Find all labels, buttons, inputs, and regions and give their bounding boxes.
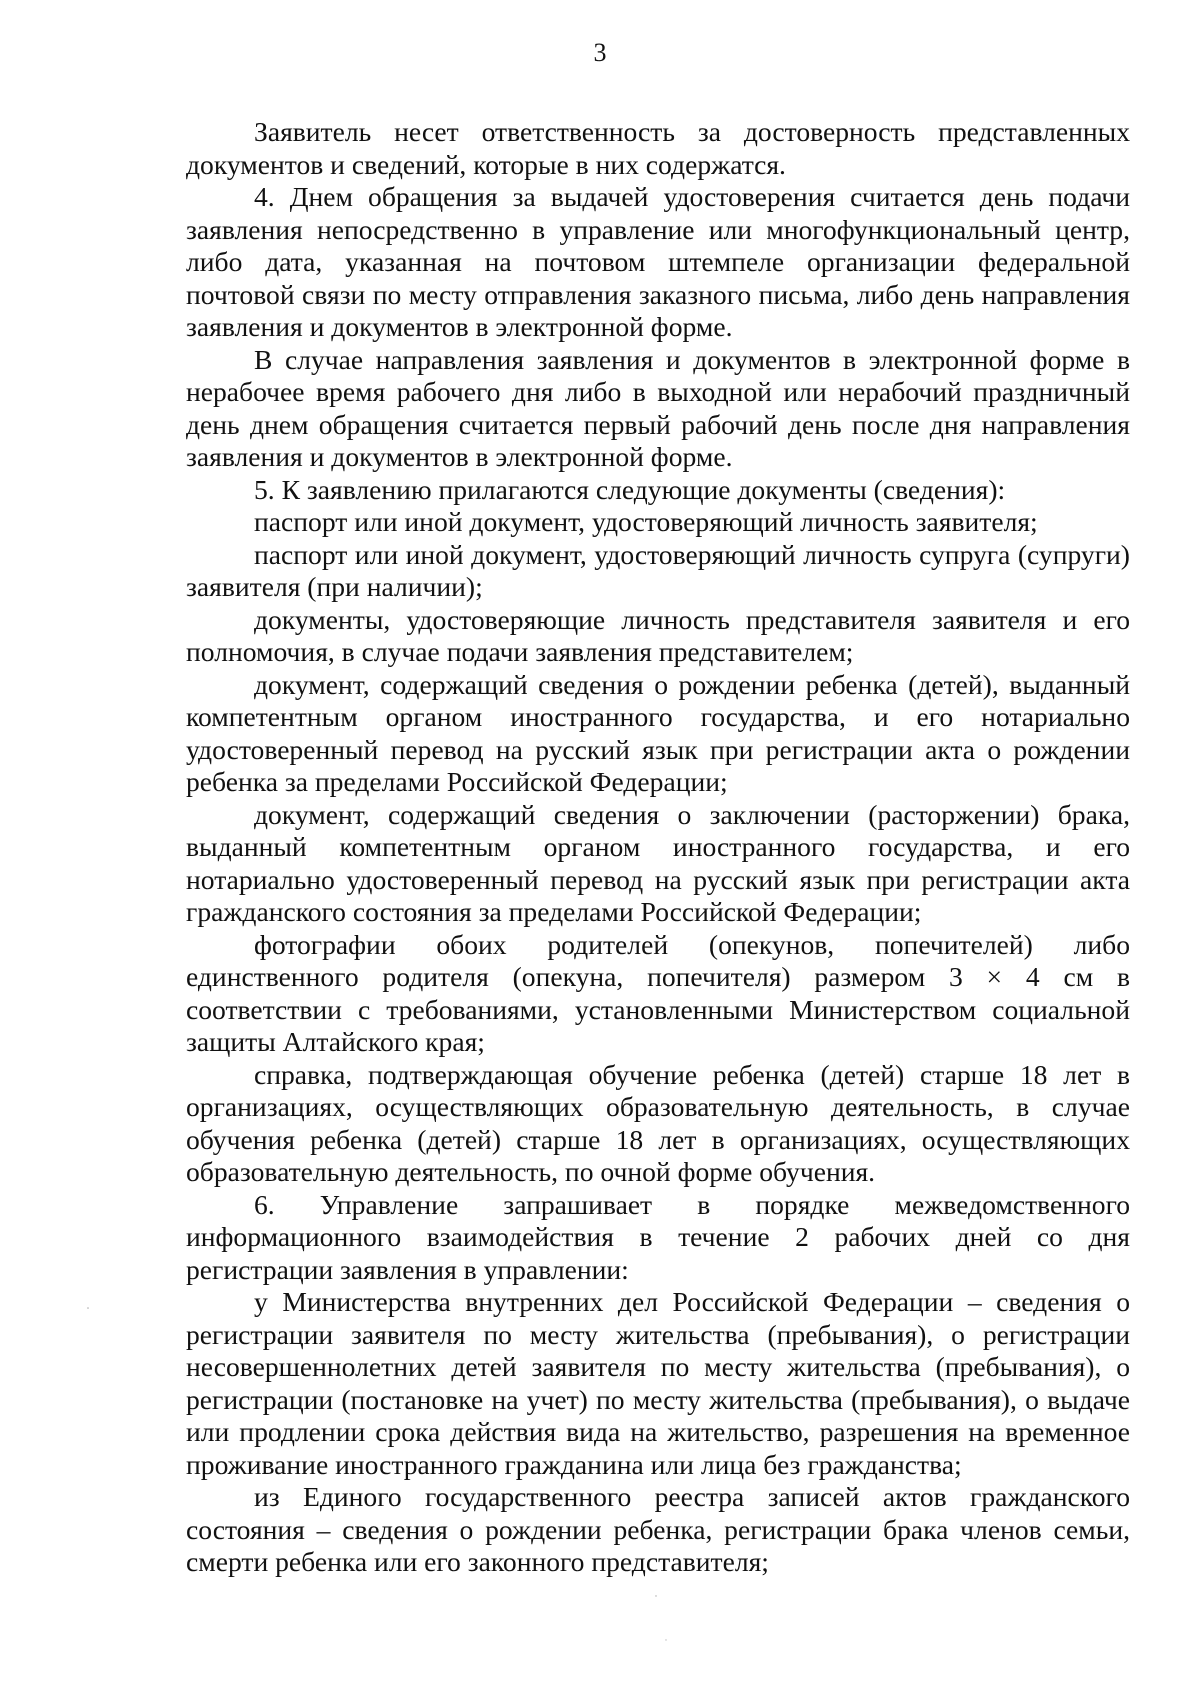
paragraph: документ, содержащий сведения о рождении ребенка (детей), выданный компетентным органом иностранного государства, и его нотариально удостоверенный перевод на русский язык при регистрации акта о рождении ребенка за пределами Российской Федерации; bbox=[186, 668, 1130, 797]
paragraph: В случае направления заявления и документов в электронной форме в нерабочее время рабочего дня либо в выходной или нерабочий праздничный день днем обращения считается первый рабочий день после дня направления заявления и документов в электронной форме. bbox=[186, 343, 1130, 472]
paragraph: фотографии обоих родителей (опекунов, попечителей) либо единственного родителя (опекуна, попечителя) размером 3 × 4 см в соответствии с требованиями, установленными Министерством социальной защиты Алтайского края; bbox=[186, 928, 1130, 1057]
paragraph: 4. Днем обращения за выдачей удостоверения считается день подачи заявления непосредственно в управление или многофункциональный центр, либо дата, указанная на почтовом штемпеле организации федеральной почтовой связи по месту отправления заказного письма, либо день направления заявления и документов в электронной форме. bbox=[186, 181, 1130, 342]
paragraph: 5. К заявлению прилагаются следующие документы (сведения): bbox=[254, 473, 1006, 505]
paragraph: паспорт или иной документ, удостоверяющий личность заявителя; bbox=[254, 506, 1038, 537]
page-number: 3 bbox=[593, 38, 607, 67]
paragraph: 6. Управление запрашивает в порядке межведомственного информационного взаимодействия в течение 2 рабочих дней со дня регистрации заявления в управлении: bbox=[186, 1188, 1130, 1285]
paragraph: Заявитель несет ответственность за достоверность представленных документов и сведений, которые в них содержатся. bbox=[186, 116, 1130, 180]
paragraph: справка, подтверждающая обучение ребенка (детей) старше 18 лет в организациях, осуществляющих образовательную деятельность, в случае обучения ребенка (детей) старше 18 лет в организациях, осуществляющих образовательную деятельность, по очной форме обучения. bbox=[186, 1058, 1130, 1187]
paragraph: паспорт или иной документ, удостоверяющий личность супруга (супруги) заявителя (при наличии); bbox=[186, 538, 1130, 602]
paragraph: из Единого государственного реестра записей актов гражданского состояния – сведения о рождении ребенка, регистрации брака членов семьи, смерти ребенка или его законного представителя; bbox=[186, 1481, 1130, 1577]
paragraph: документы, удостоверяющие личность представителя заявителя и его полномочия, в случае подачи заявления представителем; bbox=[186, 603, 1130, 667]
paragraph: у Министерства внутренних дел Российской Федерации – сведения о регистрации заявителя по месту жительства (пребывания), о регистрации несовершеннолетних детей заявителя по месту жительства (пребывания), о регистрации (постановке на учет) по месту жительства (пребывания), о выдаче или продлении срока действия вида на жительство, разрешения на временное проживание иностранного гражданина или лица без гражданства; bbox=[186, 1286, 1130, 1480]
paragraph: документ, содержащий сведения о заключении (расторжении) брака, выданный компетентным органом иностранного государства, и его нотариально удостоверенный перевод на русский язык при регистрации акта гражданского состояния за пределами Российской Федерации; bbox=[186, 798, 1130, 927]
